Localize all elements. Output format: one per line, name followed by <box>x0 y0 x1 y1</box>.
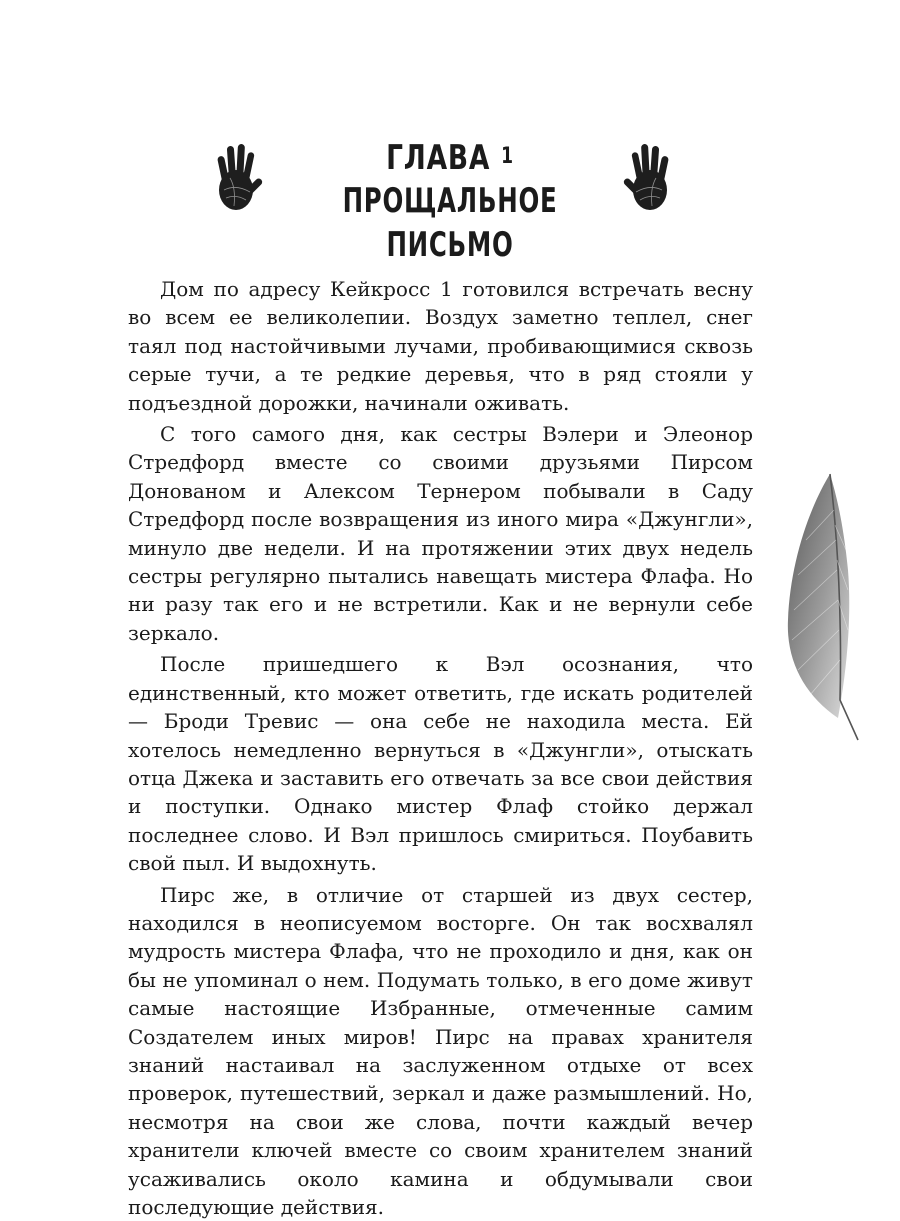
paragraph: Пирс же, в отличие от старшей из двух сестер, находился в неописуемом восторге. Он так восхвалял мудрость мистера Флафа, что не проходило и дня, как он бы не упоминал о нем. Подумать только, в его доме живут самые настоящие Избранные, отмеченные самим Создателем иных миров! Пирс на правах хранителя знаний настаивал на заслуженном отдыхе от всех проверок, путешествий, зеркал и даже размышлений. Но, несмотря на свои же слова, почти каждый вечер хранители ключей вместе со своим хранителем знаний усаживались около камина и обдумывали свои последующие действия. <box>128 882 753 1219</box>
paragraph: С того самого дня, как сестры Вэлери и Элеонор Стредфорд вместе со своими друзьями Пирсом Донованом и Алексом Тернером побывали в Саду Стредфорд после возвращения из иного мира «Джунгли», минуло две недели. И на протяжении этих двух недель сестры регулярно пытались навещать мистера Флафа. Но ни разу так его и не встретили. Как и не вернули себе зеркало. <box>128 422 753 645</box>
feather-icon <box>780 470 870 745</box>
chapter-title-block <box>280 136 620 267</box>
body-text <box>128 275 753 1221</box>
paragraph: После пришедшего к Вэл осознания, что единственный, кто может ответить, где искать родителей — Броди Тревис — она себе не находила места. Ей хотелось немедленно вернуться в «Джунгли», отыскать отца Джека и заставить его отвечать за все свои действия и поступки. Однако мистер Флаф стойко держал последнее слово. И Вэл пришлось смириться. Поубавить свой пыл. И выдохнуть. <box>128 652 753 876</box>
chapter-label: ГЛАВА <box>386 138 491 178</box>
chapter-number: 1 <box>501 144 514 169</box>
handprint-icon <box>620 138 680 216</box>
paragraph: Дом по адресу Кейкросс 1 готовился встречать весну во всем ее великолепии. Воздух заметно теплел, снег таял под настойчивыми лучами, пробивающимися сквозь серые тучи, а те редкие деревья, что в ряд стояли у подъездной дорожки, начинали оживать. <box>128 277 753 415</box>
chapter-header <box>0 128 900 265</box>
chapter-title: ПРОЩАЛЬНОЕ ПИСЬМО <box>342 181 558 265</box>
handprint-icon <box>206 138 266 216</box>
chapter-label-line <box>317 136 582 179</box>
